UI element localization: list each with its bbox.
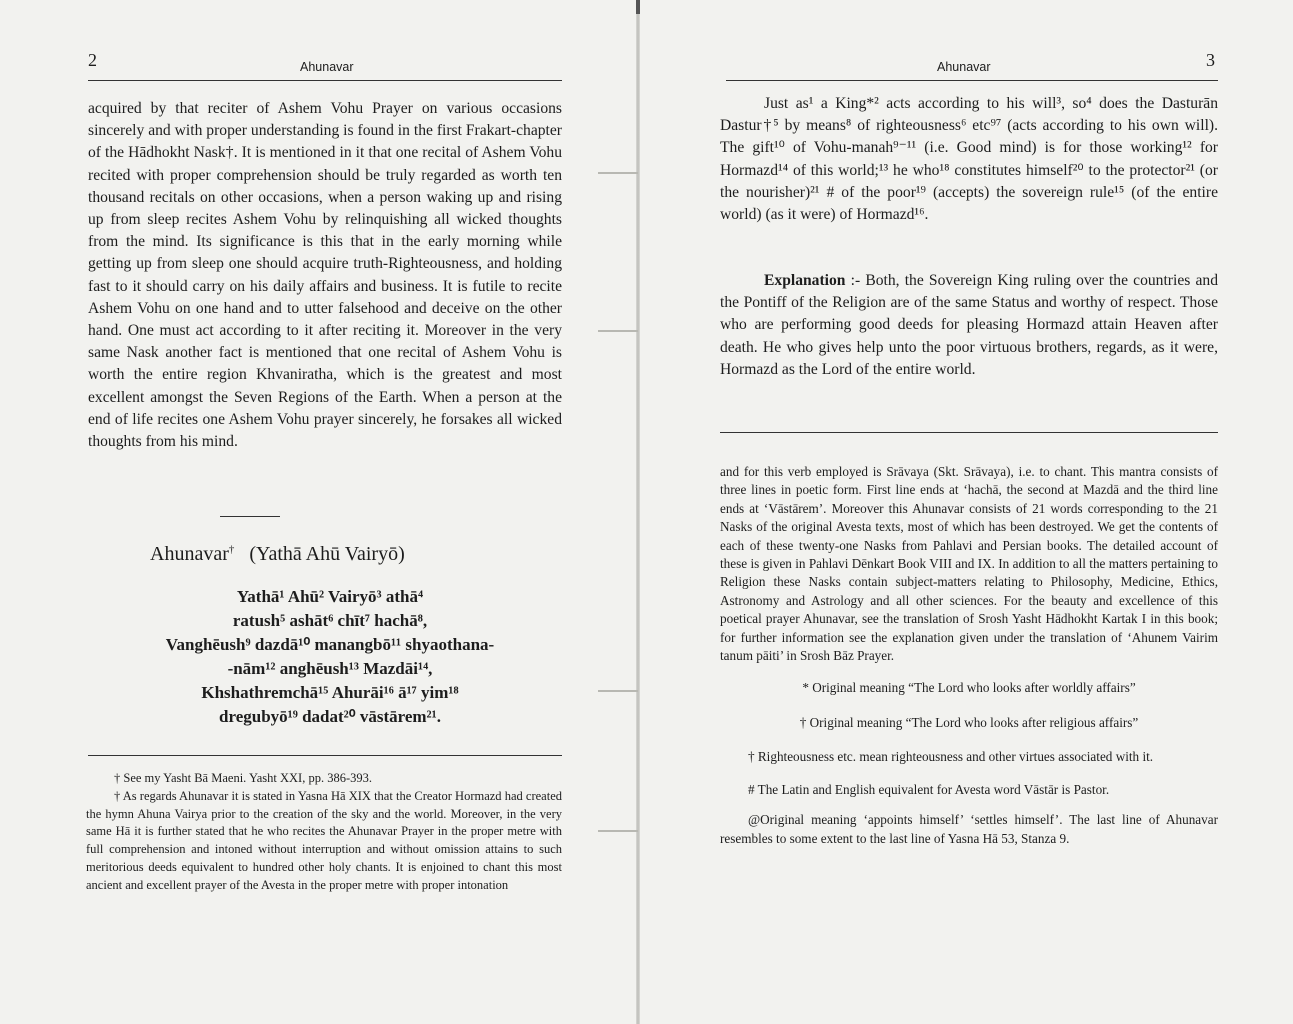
page-number: 3 <box>1206 50 1215 70</box>
footnote-rule <box>88 755 562 756</box>
running-head: Ahunavar <box>937 60 991 74</box>
left-page <box>0 0 640 1024</box>
footnotes-right <box>720 463 1218 848</box>
footnote: † As regards Ahunavar it is stated in Yasna Hā XIX that the Creator Hormazd had created the hymn Ahuna Vairya prior to the creation of the sky and the world. Moreover, in the very same Hā it is further stated that he who recites the Ahunavar Prayer in the proper metre with full comprehension and intoned without interruption and without omission attains to such meritorious deeds equivalent to hundred other holy chants. It is enjoined to chant this most ancient and excellent prayer of the Avesta in the proper metre with proper intonation <box>86 788 562 892</box>
footnote-hash: # The Latin and English equivalent for Avesta word Vāstār is Pastor. <box>748 781 1110 797</box>
translation-paragraph: Just as¹ a King*² acts according to his will³, so⁴ does the Dasturān Dastur†⁵ by means⁸ of righteousness⁶ etc⁹⁷ (acts according to his own will). The gift¹⁰ of Vohu-manah⁹⁻¹¹ (i.e. Good mind) is for those working¹² for Hormazd¹⁴ of this world;¹³ he who¹⁸ constitutes himself²⁰ to the protector²¹ (or the nourisher)²¹ # of the poor¹⁹ (accepts) the sovereign rule¹⁵ (of the entire world) (as it were) of Hormazd¹⁶. <box>720 95 1218 224</box>
explanation-text: :- Both, the Sovereign King ruling over the countries and the Pontiff of the Religion are of the same Status and worthy of respect. Those who are performing good deeds for pleasing Hormazd attain Heaven after death. He who gives help unto the poor virtuous brothers, regards, as it were, Hormazd as the Lord of the entire world. <box>720 272 1219 378</box>
footnote-continuation: and for this verb employed is Srāvaya (Skt. Srāvaya), i.e. to chant. This mantra consists of three lines in poetic form. First line ends at ‘hachā, the second at Mazdā and the third line ends at ‘Vāstārem’. Moreover this Ahunavar consists of 21 words corresponding to the 21 Nasks of the original Avesta texts, most of which has been destroyed. We get the contents of each of these twenty-one Nasks from Pahlavi and Persian books. The detailed account of these is given in Pahlavi Dēnkart Book VIII and IX. In addition to all the matters pertaining to Religion these Nasks contain subject-matters relating to Philosophy, Medicine, Ethics, Astronomy and Astrology and all other sciences. For the beauty and excellence of this poetical prayer Ahunavar, see the translation of Srosh Yasht Hādhokht Kartak I in this book; for further information see the explanation given under the translation of ‘Ahunem Vairim tanum pāiti’ in Srosh Bāz Prayer. <box>720 464 1218 664</box>
prayer-title <box>150 543 530 566</box>
header-rule <box>726 80 1218 81</box>
section-divider <box>220 516 280 517</box>
verse-line: dregubyō¹⁹ dadat²⁰ vāstārem²¹. <box>219 707 441 726</box>
footnotes-left <box>86 770 562 895</box>
verse-line: Khshathremchā¹⁵ Ahurāi¹⁶ ā¹⁷ yim¹⁸ <box>201 683 459 702</box>
prayer-verse <box>120 585 540 729</box>
explanation-paragraph <box>720 270 1218 381</box>
verse-line: -nām¹² anghēush¹³ Mazdāi¹⁴, <box>227 659 433 678</box>
footnote-dagger: † Original meaning “The Lord who looks after religious affairs” <box>799 714 1139 730</box>
footnote: † See my Yasht Bā Maeni. Yasht XXI, pp. 386-393. <box>114 771 372 785</box>
prayer-title-main: Ahunavar <box>150 543 229 565</box>
footnote-rule <box>720 432 1218 433</box>
prayer-title-mark: † <box>228 543 235 556</box>
registration-mark <box>598 172 638 174</box>
prayer-title-sub: (Yathā Ahū Vairyō) <box>249 543 405 565</box>
explanation-lead: Explanation <box>764 272 846 289</box>
header-rule <box>88 80 562 81</box>
verse-line: ratush⁵ ashāt⁶ chīt⁷ hachā⁸, <box>232 611 428 630</box>
registration-mark <box>598 830 638 832</box>
verse-line: Vanghēush⁹ dazdā¹⁰ manangbō¹¹ shyaothana- <box>165 635 495 654</box>
registration-mark <box>598 690 638 692</box>
verse-line: Yathā¹ Ahū² Vairyō³ athā⁴ <box>236 587 424 606</box>
page-number: 2 <box>88 50 97 70</box>
body-paragraph: acquired by that reciter of Ashem Vohu Prayer on various occasions sincerely and with proper understanding is found in the first Frakart-chapter of the Hādhokht Nask†. It is mentioned in it that one recital of Ashem Vohu recited with proper comprehension should be truly regarded as worth ten thousand recitals on other occasions, when a person waking up and rising up from sleep recites Ashem Vohu by relinquishing all wicked thoughts from the mind. Its significance is this that in the early morning while getting up from sleep one should acquire truth-Righteousness, and holding fast to it should carry on his daily affairs and business. It is futile to recite Ashem Vohu on one hand and to utter falsehood and deceive on the other hand. One must act according to it after reciting it. Moreover in the very same Nask another fact is mentioned that one recital of Ashem Vohu is worth the entire region Khvaniratha, which is the greatest and most excellent amongst the Seven Regions of the Earth. When a person at the end of life recites one Ashem Vohu prayer sincerely, he forsakes all wicked thoughts from his mind. <box>88 100 562 451</box>
footnote-righteousness: † Righteousness etc. mean righteousness and other virtues associated with it. <box>748 749 1154 765</box>
running-head: Ahunavar <box>300 60 354 74</box>
footnote-star: * Original meaning “The Lord who looks after worldly affairs” <box>802 680 1136 696</box>
right-page <box>640 0 1293 1024</box>
footnote-at: @Original meaning ‘appoints himself’ ‘settles himself’. The last line of Ahunavar resembles to some extent to the last line of Yasna Hā 53, Stanza 9. <box>720 812 1218 846</box>
registration-mark <box>598 330 638 332</box>
